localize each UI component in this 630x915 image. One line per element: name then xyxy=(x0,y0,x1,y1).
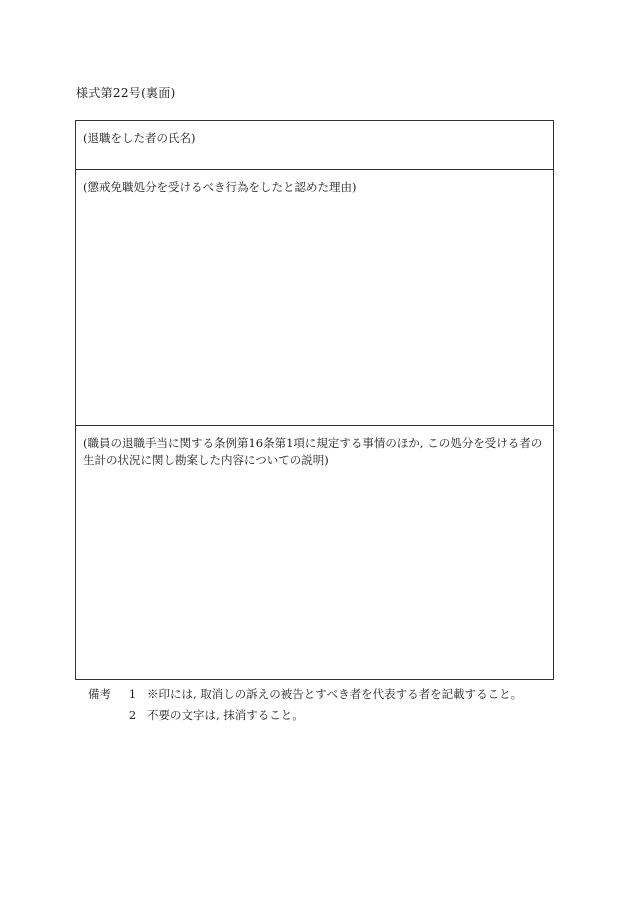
notes-heading: 備考 xyxy=(88,687,111,701)
form-table xyxy=(75,120,554,680)
notes-heading-spacer xyxy=(88,705,124,726)
reason-field[interactable] xyxy=(76,170,553,426)
note-text: 不要の文字は, 抹消すること。 xyxy=(147,708,304,722)
explanation-field[interactable] xyxy=(76,426,553,679)
retiree-name-label: (退職をした者の氏名) xyxy=(83,131,196,145)
note-number: 2 xyxy=(128,708,137,722)
note-text: ※印には, 取消しの訴えの被告とすべき者を代表する者を記載すること。 xyxy=(147,687,523,701)
explanation-label-line1: (職員の退職手当に関する条例第16条第1項に規定する事情のほか, この処分を受ける者の xyxy=(83,436,543,450)
note-item xyxy=(88,684,522,705)
note-number: 1 xyxy=(128,687,137,701)
notes-section xyxy=(88,684,522,726)
retiree-name-field[interactable] xyxy=(76,121,553,170)
note-item xyxy=(88,705,522,726)
form-number: 様式第22号(裏面) xyxy=(76,86,176,100)
reason-label: (懲戒免職処分を受けるべき行為をしたと認めた理由) xyxy=(83,180,357,194)
explanation-label-line2: 生計の状況に関し勘案した内容についての説明) xyxy=(83,453,329,467)
